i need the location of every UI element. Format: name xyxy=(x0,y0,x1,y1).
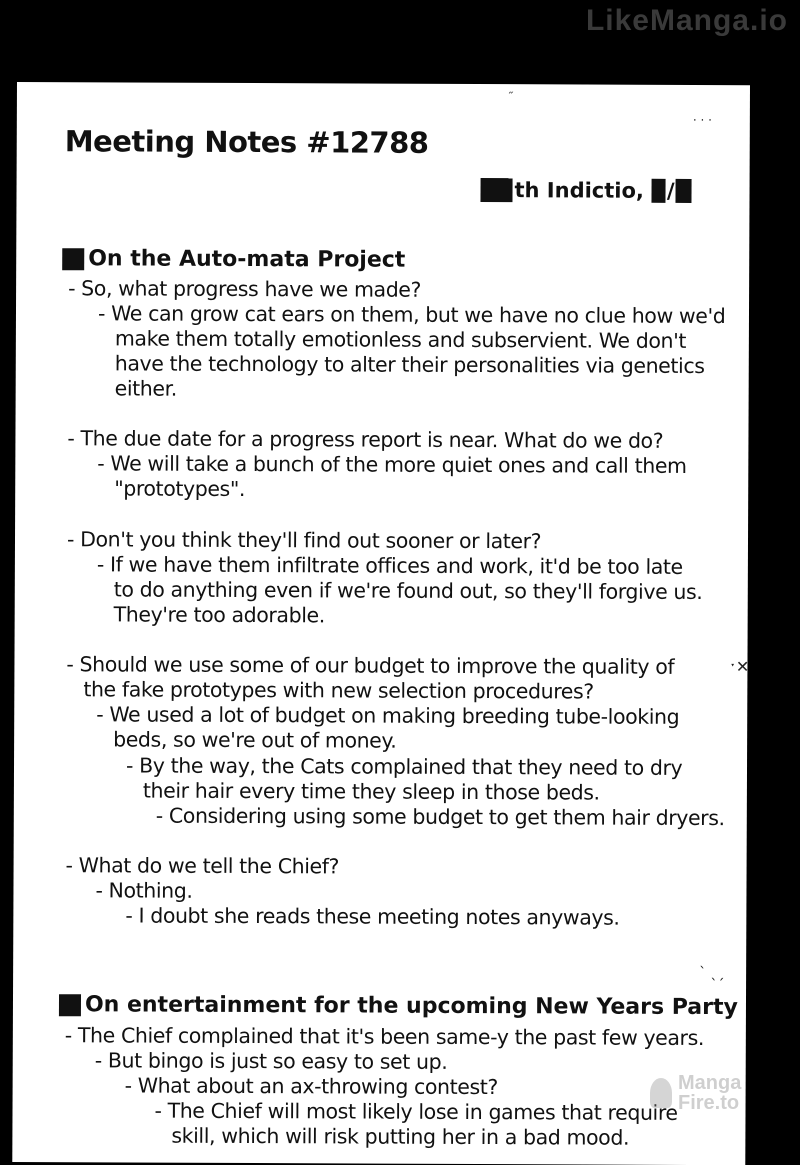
paper-speck: · · · xyxy=(692,112,712,128)
note-line: - Should we use some of our budget to improve the quality of xyxy=(66,652,675,679)
note-line: - Don't you think they'll find out sooner or later? xyxy=(66,527,542,554)
note-line: - By the way, the Cats complained that they need to dry xyxy=(125,753,683,780)
bullet-square-icon xyxy=(62,248,84,270)
date-text: th Indictio, xyxy=(514,178,644,203)
note-line: - If we have them infiltrate offices and work, it'd be too late xyxy=(96,552,683,579)
note-line: to do anything even if we're found out, so they'll forgive us. xyxy=(113,577,703,604)
bullet-square-icon xyxy=(59,994,81,1016)
note-line: - Considering using some budget to get them hair dryers. xyxy=(155,803,725,831)
note-line: - What about an ax-throwing contest? xyxy=(124,1073,498,1100)
note-line: skill, which will risk putting her in a bad mood. xyxy=(171,1123,630,1150)
note-line: - The Chief complained that it's been same-y the past few years. xyxy=(64,1023,705,1051)
note-line: beds, so we're out of money. xyxy=(113,727,397,753)
section-heading-text: On entertainment for the upcoming New Years Party xyxy=(84,992,738,1021)
note-line: "prototypes". xyxy=(114,476,246,501)
paper-speck: ˶ xyxy=(508,84,513,99)
note-line: - We will take a bunch of the more quiet ones and call them xyxy=(97,451,687,478)
section-heading-automata xyxy=(62,246,405,272)
note-line: have the technology to alter their personalities via genetics xyxy=(114,351,705,379)
note-line: the fake prototypes with new selection procedures? xyxy=(83,677,594,704)
note-line: - We can grow cat ears on them, but we have no clue how we'd xyxy=(97,301,726,329)
section-heading-new-years xyxy=(59,992,738,1020)
note-line: They're too adorable. xyxy=(113,602,325,628)
note-line: - So, what progress have we made? xyxy=(68,276,422,302)
logo-line-2: Fire.to xyxy=(678,1092,740,1114)
section-heading-text: On the Auto-mata Project xyxy=(88,246,406,273)
site-watermark: LikeManga.io xyxy=(585,4,788,37)
note-line: - Nothing. xyxy=(95,878,193,903)
note-line: - The Chief will most likely lose in games that require xyxy=(154,1098,678,1125)
date-slash: / xyxy=(666,178,675,203)
note-line: - What do we tell the Chief? xyxy=(65,853,340,879)
note-line: - But bingo is just so easy to set up. xyxy=(94,1048,448,1074)
meeting-notes-page xyxy=(12,82,750,1165)
logo-line-1: Manga xyxy=(678,1072,742,1094)
notes-body xyxy=(12,82,750,1165)
note-line: - The due date for a progress report is near. What do we do? xyxy=(67,426,664,453)
mangafire-watermark-logo xyxy=(650,1068,770,1118)
page-title: Meeting Notes #12788 xyxy=(64,124,429,160)
note-line: - I doubt she reads these meeting notes anyways. xyxy=(125,903,620,930)
note-line: either. xyxy=(114,376,177,401)
date-line xyxy=(480,178,691,203)
paper-speck: ˑ✕ xyxy=(730,657,750,677)
note-line: make them totally emotionless and subservient. We don't xyxy=(114,326,687,353)
paper-speck: ˋ ˎˏ xyxy=(699,964,725,982)
note-line: - We used a lot of budget on making breeding tube-looking xyxy=(96,702,680,729)
flame-icon xyxy=(650,1078,672,1108)
redaction-bar xyxy=(676,179,692,203)
redaction-bar xyxy=(480,178,512,202)
note-line: their hair every time they sleep in those beds. xyxy=(142,778,600,805)
redaction-bar xyxy=(652,179,666,203)
